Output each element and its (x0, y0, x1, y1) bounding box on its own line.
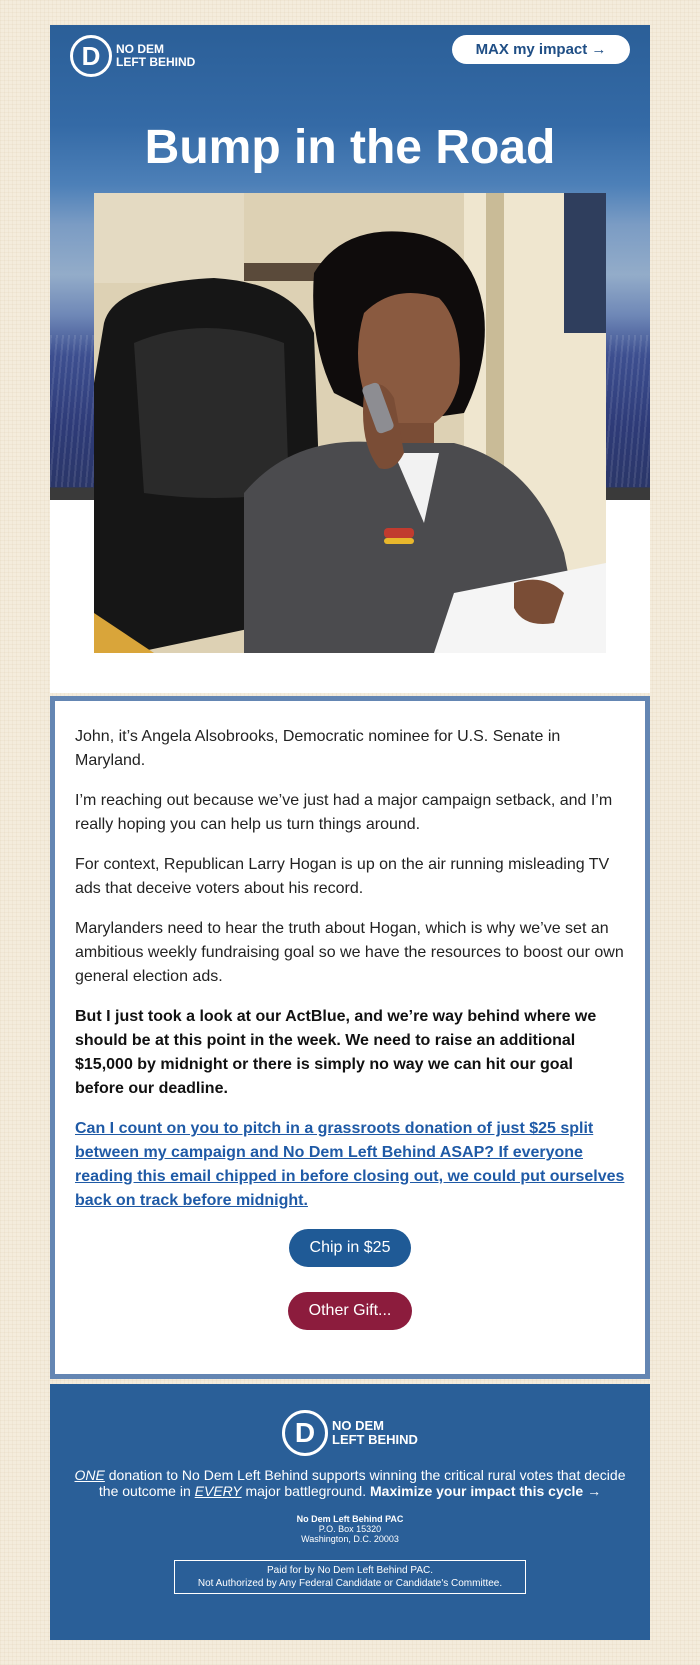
body-paragraph-4: Marylanders need to hear the truth about Hogan, which is why we’ve set an ambitious weekly fundraising goal so we have the resources to boost our own general election ads. (75, 920, 624, 985)
donation-ask-link[interactable]: Can I count on you to pitch in a grassroots donation of just $25 split between my campaign and No Dem Left Behind ASAP? If everyone reading this email chipped in before closing out, we could put ourselves back on track before midnight. (75, 1120, 625, 1209)
footer-logo-line-2: LEFT BEHIND (332, 1432, 418, 1447)
hero-section (50, 25, 650, 693)
chip-in-25-button[interactable]: Chip in $25 (289, 1229, 411, 1267)
hero-title: Bump in the Road (144, 121, 556, 174)
other-gift-button[interactable]: Other Gift... (288, 1292, 412, 1330)
logo-d-icon: D (70, 35, 112, 77)
body-bold-paragraph: But I just took a look at our ActBlue, and we’re way behind where we should be at this point in the week. We need to raise an additional $15,000 by midnight or there is simply no way we can hit our goal before our deadline. (75, 1008, 597, 1097)
candidate-photo (94, 193, 606, 653)
email-body (50, 696, 650, 1379)
footer-msg-part2: major battleground. (241, 1483, 370, 1499)
paid-for-text: Paid for by No Dem Left Behind PAC. (266, 1565, 433, 1576)
footer-logo-line-1: NO DEM (332, 1418, 384, 1433)
not-authorized-text: Not Authorized by Any Federal Candidate or Candidate's Committee. (197, 1578, 503, 1589)
logo-line-1: NO DEM (116, 42, 164, 56)
org-address (50, 1514, 650, 1544)
footer-logo[interactable] (282, 1410, 418, 1456)
footer-logo-d-icon: D (282, 1410, 328, 1456)
paid-for-disclaimer (174, 1560, 526, 1594)
header-logo[interactable] (70, 35, 195, 77)
body-paragraph-2: I’m reaching out because we’ve just had a major campaign setback, and I’m really hoping you can help us turn things around. (75, 792, 613, 833)
body-paragraph-1: John, it’s Angela Alsobrooks, Democratic nominee for U.S. Senate in Maryland. (75, 728, 561, 769)
org-city: Washington, D.C. 20003 (301, 1534, 399, 1544)
footer-msg-every: EVERY (194, 1483, 242, 1499)
org-po-box: P.O. Box 15320 (318, 1524, 382, 1534)
footer-message (70, 1467, 630, 1499)
maximize-impact-link[interactable]: Maximize your impact this cycle → (370, 1483, 602, 1499)
max-impact-button[interactable]: MAX my impact → (452, 35, 630, 64)
cta-buttons (75, 1229, 625, 1330)
org-name: No Dem Left Behind PAC (296, 1514, 404, 1524)
footer-msg-part1: donation to No Dem Left Behind supports winning the critical rural votes that decide the outcome in (98, 1467, 626, 1499)
footer-msg-one: ONE (74, 1467, 105, 1483)
logo-line-2: LEFT BEHIND (116, 55, 196, 69)
donation-ask (75, 1117, 625, 1213)
candidate-photo-illustration (94, 193, 606, 653)
footer (50, 1384, 650, 1640)
email-container (50, 25, 650, 1640)
body-paragraph-3: For context, Republican Larry Hogan is up on the air running misleading TV ads that deceive voters about his record. (75, 856, 610, 897)
